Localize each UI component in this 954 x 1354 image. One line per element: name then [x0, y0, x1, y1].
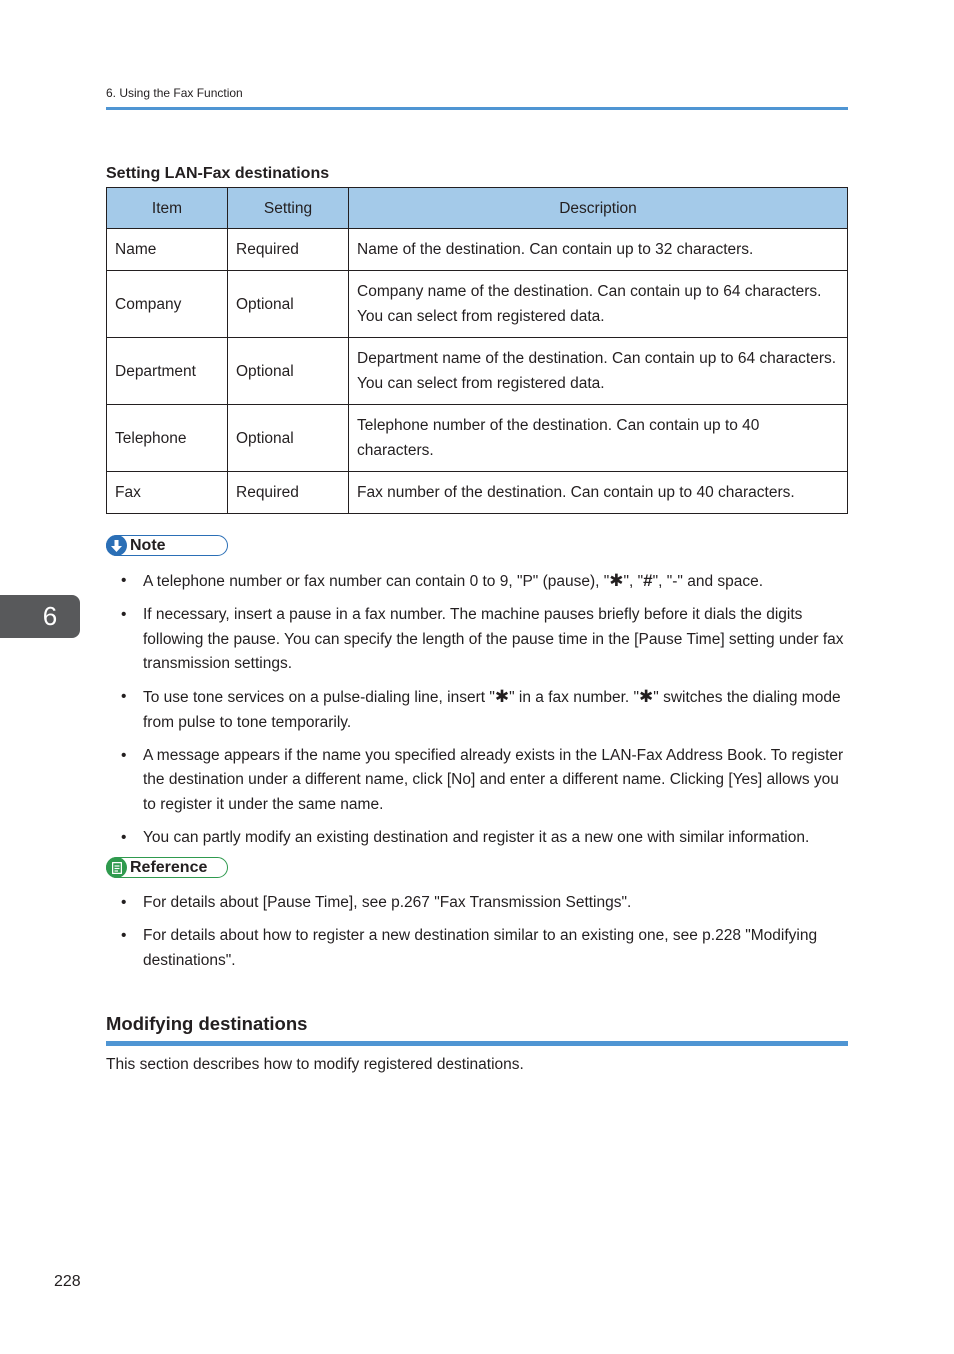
- cell-setting: Required: [228, 229, 349, 271]
- document-icon: [106, 857, 127, 878]
- cell-item: Company: [107, 271, 228, 338]
- column-header-description: Description: [349, 188, 848, 229]
- cell-description: Department name of the destination. Can contain up to 64 characters. You can select from registered data.: [349, 338, 848, 405]
- table-caption: Setting LAN-Fax destinations: [106, 165, 330, 182]
- page-number: 228: [54, 1273, 81, 1290]
- cell-item: Fax: [107, 472, 228, 514]
- cell-item: Name: [107, 229, 228, 271]
- reference-badge: [106, 857, 228, 878]
- cell-setting: Optional: [228, 338, 349, 405]
- cell-setting: Optional: [228, 271, 349, 338]
- cell-item: Telephone: [107, 405, 228, 472]
- reference-label: Reference: [130, 858, 208, 876]
- hash-icon: #: [643, 571, 653, 590]
- list-item: • If necessary, insert a pause in a fax number. The machine pauses briefly before it dials the digits following the pause. You can specify the length of the pause time in the [Pause Time] setting under fax transmission settings.: [106, 603, 848, 677]
- list-item: • A telephone number or fax number can contain 0 to 9, "P" (pause), "✱", "#", "-" and space.: [106, 569, 848, 595]
- table-row: [107, 338, 848, 405]
- cell-item: Department: [107, 338, 228, 405]
- table-row: [107, 472, 848, 514]
- list-item: • A message appears if the name you specified already exists in the LAN-Fax Address Book. To register the destination under a different name, click [No] and enter a different name. Clicking [Yes] allows you to register it under the same name.: [106, 744, 848, 818]
- note-label: Note: [130, 536, 166, 554]
- table-row: [107, 271, 848, 338]
- note-list: [106, 569, 848, 859]
- column-header-setting: Setting: [228, 188, 349, 229]
- table-header-row: [107, 188, 848, 229]
- cell-setting: Required: [228, 472, 349, 514]
- asterisk-icon: ✱: [639, 687, 654, 706]
- down-arrow-icon: [106, 535, 127, 556]
- reference-list: [106, 891, 848, 982]
- table-row: [107, 229, 848, 271]
- note-badge: [106, 535, 228, 556]
- list-item: • You can partly modify an existing destination and register it as a new one with similar information.: [106, 826, 848, 851]
- running-header: 6. Using the Fax Function: [106, 86, 243, 100]
- cell-description: Company name of the destination. Can contain up to 64 characters. You can select from registered data.: [349, 271, 848, 338]
- cell-description: Fax number of the destination. Can contain up to 40 characters.: [349, 472, 848, 514]
- list-item: • For details about [Pause Time], see p.267 "Fax Transmission Settings".: [106, 891, 848, 916]
- header-rule: [106, 107, 848, 110]
- list-item: • For details about how to register a new destination similar to an existing one, see p.228 "Modifying destinations".: [106, 924, 848, 973]
- table-row: [107, 405, 848, 472]
- chapter-tab: [0, 595, 80, 638]
- section-intro: This section describes how to modify registered destinations.: [106, 1056, 524, 1073]
- column-header-item: Item: [107, 188, 228, 229]
- cell-description: Telephone number of the destination. Can contain up to 40 characters.: [349, 405, 848, 472]
- asterisk-icon: ✱: [609, 571, 624, 590]
- section-heading: Modifying destinations: [106, 1013, 308, 1034]
- chapter-number: 6: [42, 601, 58, 631]
- cell-setting: Optional: [228, 405, 349, 472]
- section-rule: [106, 1041, 848, 1046]
- asterisk-icon: ✱: [494, 687, 510, 706]
- list-item: • To use tone services on a pulse-dialing line, insert "✱" in a fax number. "✱" switches the dialing mode from pulse to tone temporarily.: [106, 685, 848, 735]
- cell-description: Name of the destination. Can contain up to 32 characters.: [349, 229, 848, 271]
- lan-fax-destinations-table: [106, 187, 848, 514]
